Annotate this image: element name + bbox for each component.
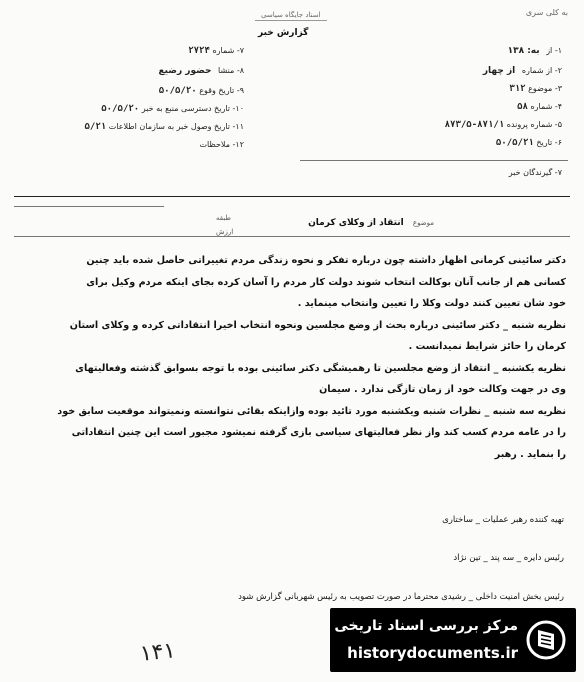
body-line: نظریه یکشنبه _ انتقاد از وضع مجلسین تا رهمیشگی دکتر سائینی بوده با توجه بسوابق گذشته وفعالیتهای — [75, 362, 566, 374]
field-label: ۱۲- ملاحظات — [199, 140, 244, 149]
value-label: ارزش — [216, 228, 234, 236]
body-line: کرمان را حائز شرایط نمیدانست . — [408, 341, 566, 352]
field-value: به: ۱۳۸ — [507, 46, 540, 56]
field-label: ۷- شماره — [212, 46, 244, 55]
field-topic — [509, 84, 562, 94]
field-value: حضور رضیع — [158, 66, 212, 76]
field-value: ۵۰/۵/۲۱ — [495, 138, 534, 148]
report-body — [18, 250, 566, 465]
field-label: ۳- موضوع — [528, 84, 562, 93]
field-value: ۵۰/۵/۲۰ — [101, 104, 140, 114]
field-value: ۳۱۲ — [509, 84, 526, 94]
field-value: از چهار — [482, 66, 516, 76]
field-access-date — [101, 104, 244, 114]
field-label: ۶- تاریخ — [536, 138, 562, 147]
field-label: ۱۰- تاریخ دسترسی منبع به خبر — [141, 104, 244, 113]
field-label: ۴- شماره — [530, 102, 562, 111]
field-number — [188, 46, 244, 56]
watermark-url[interactable]: historydocuments.ir — [347, 644, 518, 662]
field-reg-number — [517, 102, 562, 112]
body-line: را در عامه مردم کسب کند واز نظر فعالیتهای سیاسی بازی گرفته نمیشود مجبور است این چنین انتقاداتی — [71, 427, 566, 438]
body-line: نظریه سه شنبه _ نظرات شنبه ویکشنبه مورد تائید بوده وازاینکه بقائی نتوانسته ونمیتواند موقعیت سابق خود — [57, 405, 566, 417]
archive-logo-icon — [526, 620, 566, 660]
stamp-label: اسناد جایگاه سیاسی — [255, 10, 327, 21]
field-label: ۸- منشا — [218, 66, 244, 75]
subject-label: موضوع — [412, 219, 434, 227]
field-origin — [158, 66, 244, 76]
field-label: ۵- شماره پرونده — [506, 120, 562, 129]
field-date — [496, 138, 562, 148]
divider — [14, 196, 570, 197]
subject-value: انتقاد از وکلای کرمان — [308, 218, 404, 228]
field-from-number — [483, 66, 562, 76]
signature-head-of-office: رئیس دایره _ سه پند _ تین نژاد — [453, 553, 564, 563]
field-from — [508, 46, 562, 56]
divider — [14, 206, 164, 207]
signature-internal-security: رئیس بخش امنیت داخلی _ رشیدی محترما در صورت تصویب به رئیس شهربانی گزارش شود — [238, 592, 564, 602]
field-label: ۹- تاریخ وقوع — [199, 86, 244, 95]
field-remarks — [199, 140, 244, 149]
body-line: خود شان تعیین کنند دولت وکلا را تعیین وانتخاب مینماید . — [297, 298, 566, 309]
watermark-banner — [330, 608, 576, 672]
field-label: ۱- از — [546, 46, 562, 55]
field-event-date — [159, 86, 244, 96]
field-file-number — [445, 120, 562, 130]
subject-line — [308, 218, 434, 228]
field-receipt-date — [85, 122, 245, 132]
divider — [300, 160, 568, 161]
report-title: گزارش خبر — [258, 28, 309, 38]
field-value: ۵/۲۱ — [84, 122, 107, 132]
field-recipients — [509, 168, 562, 177]
field-label: ۷- گیرندگان خبر — [508, 168, 562, 177]
body-line: وی در جهت وکالت خود از زمان تازگی ندارد . سیمان — [319, 384, 566, 395]
divider — [14, 236, 570, 237]
class-label: طبقه — [216, 214, 231, 222]
field-value: ۸۷۱/۱-۸۷۳/۵ — [444, 120, 505, 130]
field-value: ۵۰/۵/۲۰ — [158, 86, 197, 96]
handwritten-number: ۱۴۱ — [138, 638, 177, 667]
field-value: ۵۸ — [517, 102, 528, 112]
body-line: کسانی هم از جانب آنان بوکالت انتخاب شوند دولت کار مردم را آسان کرده بجای اینکه مردم وکیل برای — [86, 276, 566, 288]
body-line: دکتر سائینی کرمانی اظهار داشته چون درباره تفکر و نحوه زندگی مردم تغییراتی حاصل شده باید چنین — [86, 255, 566, 266]
classification-label: به کلی سری — [525, 8, 568, 17]
field-value: ۲۷۲۴ — [188, 46, 210, 56]
body-line: را بنماید . رهبر — [494, 448, 566, 460]
body-line: نظریه شنبه _ دکتر سائینی درباره بحث از وضع مجلسین ونحوه انتخاب اخیرا انتقاداتی کرده و وکلای استان — [69, 319, 566, 331]
field-label: ۲- از شماره — [521, 66, 562, 75]
watermark-title: مرکز بررسی اسناد تاریخی — [334, 618, 518, 634]
field-label: ۱۱- تاریخ وصول خبر به سازمان اطلاعات — [108, 122, 244, 131]
signature-prepared-by: تهیه کننده رهبر عملیات _ ساختاری — [442, 515, 564, 525]
